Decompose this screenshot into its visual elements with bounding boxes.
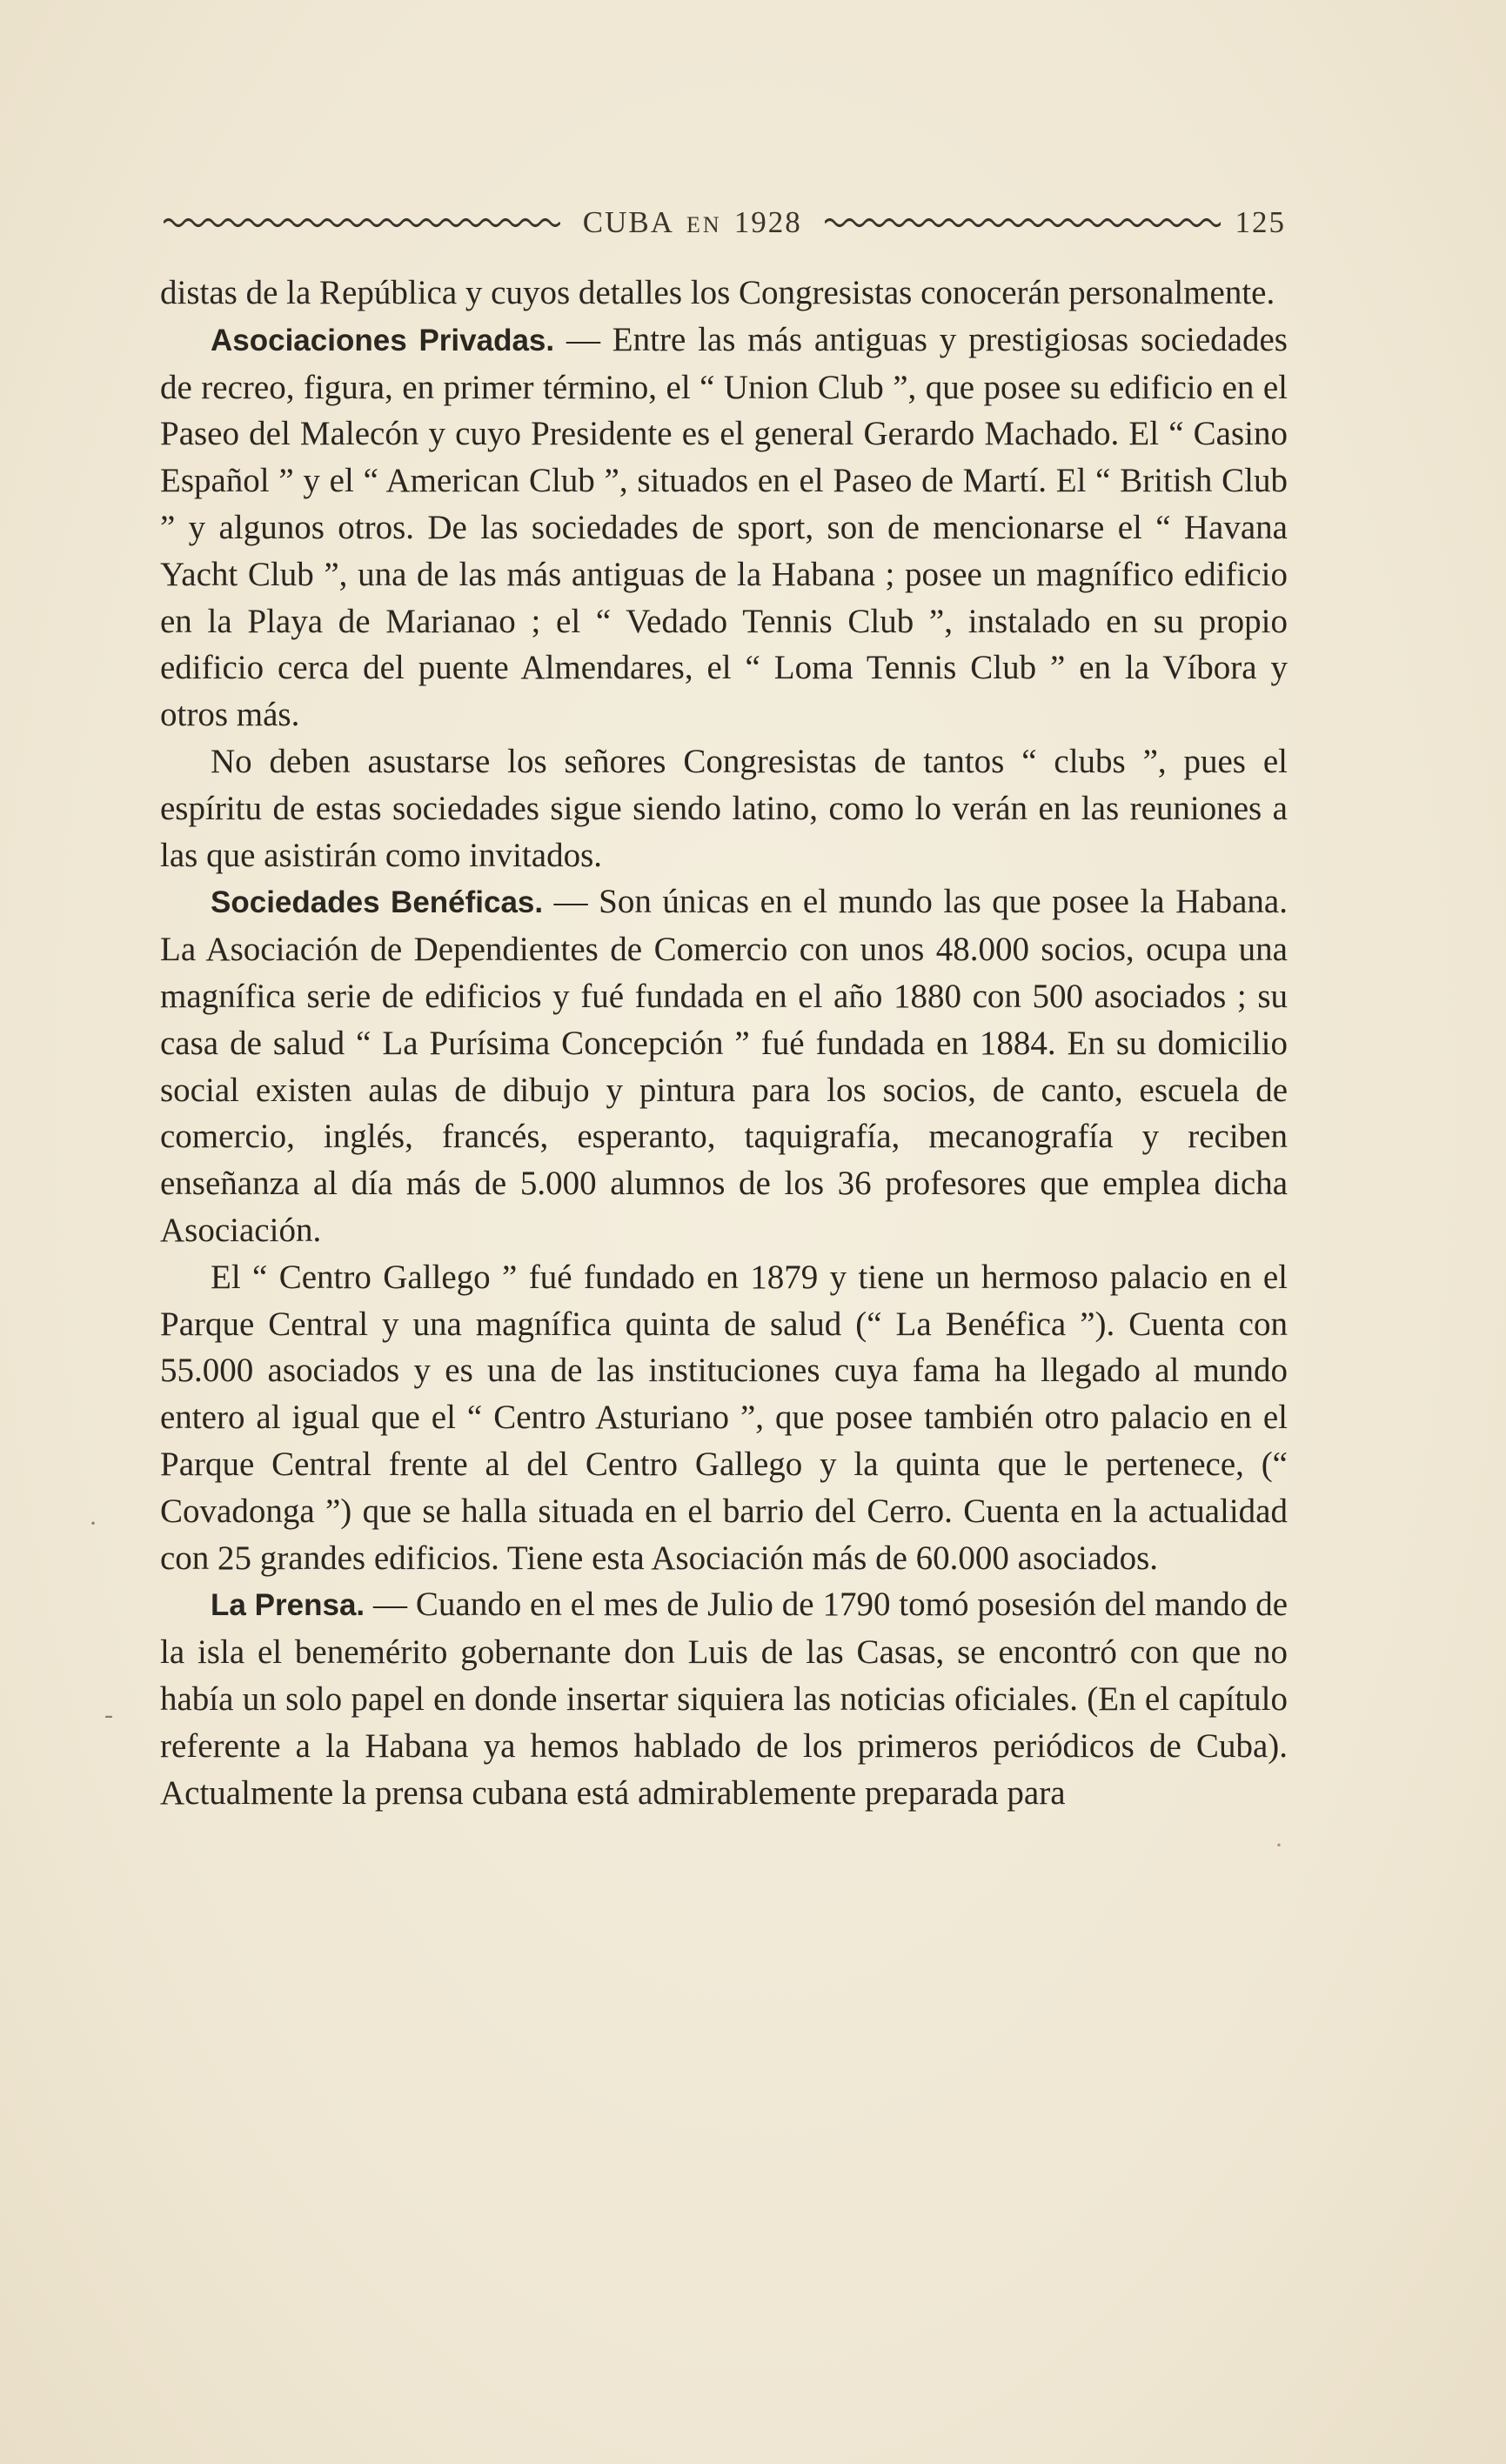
- section-heading: La Prensa.: [211, 1588, 365, 1623]
- margin-mark: ·: [89, 1509, 97, 1538]
- paragraph: [160, 878, 1288, 1253]
- paragraph-text: — Cuando en el mes de Julio de 1790 tomó posesión del mando de la isla el benemérito gobernante don Luis de las Casas, se encontró con que no había un solo papel en donde insertar siquiera las noticias oficiales. (En el capítulo referente a la Habana ya hemos hablado de los primeros periódicos de Cuba). Actualmente la prensa cubana está admirablemente preparada para: [160, 1586, 1288, 1812]
- paragraph-text: distas de la República y cuyos detalles los Congresistas conocerán personalmente.: [160, 274, 1275, 311]
- paragraph-text: No deben asustarse los señores Congresistas de tantos “ clubs ”, pues el espíritu de estas sociedades sigue siendo latino, como lo verán en las reuniones a las que asistirán como invitados.: [160, 742, 1288, 874]
- wavy-rule-ornament: [825, 217, 1222, 229]
- section-heading: Asociaciones Privadas.: [211, 323, 555, 357]
- paragraph: [160, 738, 1288, 878]
- paragraph: [160, 270, 1288, 317]
- paragraph-text: — Son únicas en el mundo las que posee la Habana. La Asociación de Dependientes de Comercio con unos 48.000 socios, ocupa una magnífica serie de edificios y fué fundada en el año 1880 con 500 asociados ; su casa de salud “ La Purísima Concepción ” fué fundada en 1884. En su domicilio social existen aulas de dibujo y pintura para los socios, de canto, escuela de comercio, inglés, francés, esperanto, taquigrafía, mecanografía y reciben enseñanza al día más de 5.000 alumnos de los 36 profesores que emplea dicha Asociación.: [160, 883, 1288, 1249]
- margin-mark: ·: [1275, 1831, 1283, 1860]
- running-header: [164, 202, 1286, 244]
- wavy-rule-ornament: [164, 217, 560, 229]
- paragraph: [160, 1581, 1288, 1816]
- body-text: [160, 270, 1288, 1816]
- section-heading: Sociedades Benéficas.: [211, 885, 544, 920]
- paragraph-text: — Entre las más antiguas y prestigiosas sociedades de recreo, figura, en primer término, el “ Union Club ”, que posee su edificio en el Paseo del Malecón y cuyo Presidente es el general Gerardo Machado. El “ Casino Español ” y el “ American Club ”, situados en el Paseo de Martí. El “ British Club ” y algunos otros. De las sociedades de sport, son de mencionarse el “ Havana Yacht Club ”, una de las más antiguas de la Habana ; posee un magnífico edificio en la Playa de Marianao ; el “ Vedado Tennis Club ”, instalado en su propio edificio cerca del puente Almendares, el “ Loma Tennis Club ” en la Víbora y otros más.: [160, 320, 1288, 734]
- margin-mark: -: [104, 1700, 113, 1729]
- paragraph: [160, 1254, 1288, 1582]
- paragraph: [160, 317, 1288, 738]
- page-number: 125: [1235, 205, 1286, 239]
- paragraph-text: El “ Centro Gallego ” fué fundado en 1879 y tiene un hermoso palacio en el Parque Central y una magnífica quinta de salud (“ La Benéfica ”). Cuenta con 55.000 asociados y es una de las instituciones cuya fama ha llegado al mundo entero al igual que el “ Centro Asturiano ”, que posee también otro palacio en el Parque Central frente al del Centro Gallego y la quinta que le pertenece, (“ Covadonga ”) que se halla situada en el barrio del Cerro. Cuenta en la actualidad con 25 grandes edificios. Tiene esta Asociación más de 60.000 asociados.: [160, 1258, 1288, 1577]
- running-title: CUBA EN 1928: [582, 205, 802, 239]
